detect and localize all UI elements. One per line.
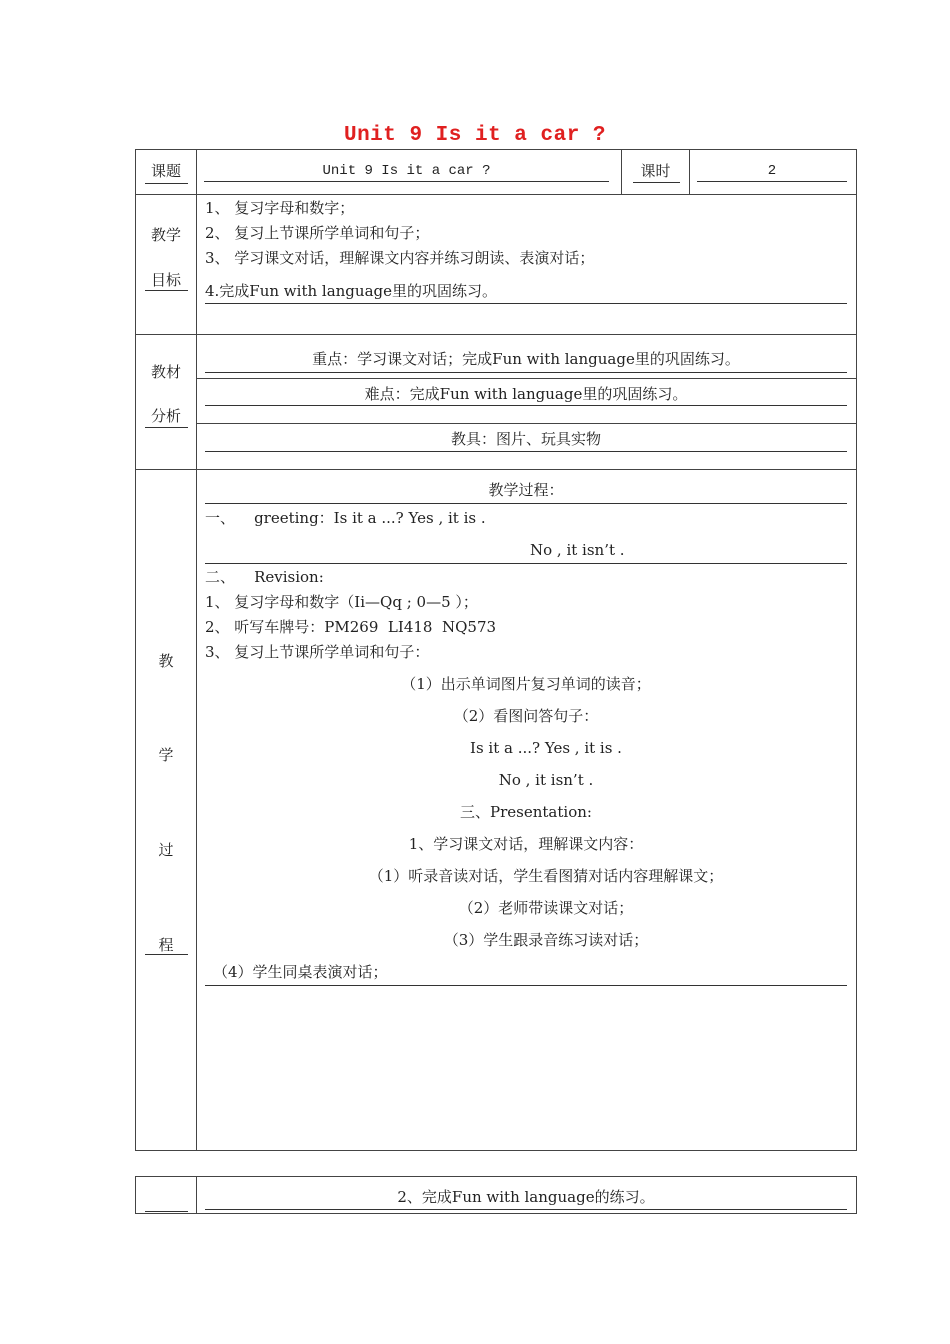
underline	[205, 1209, 847, 1210]
sub-step: （1）出示单词图片复习单词的读音；	[401, 675, 651, 693]
qa-yes: Is it a ...? Yes , it is .	[470, 739, 622, 757]
column-divider	[196, 149, 197, 1151]
objectives-label-1: 教学	[150, 226, 181, 244]
underline	[205, 303, 847, 304]
underline	[205, 985, 847, 986]
period-value: 2	[767, 163, 777, 179]
objective-item: 4.完成Fun with language里的巩固练习。	[205, 282, 497, 300]
document-title: Unit 9 Is it a car ?	[343, 124, 607, 147]
process-label-char: 教	[158, 652, 174, 670]
presentation-heading: 三、Presentation:	[460, 803, 592, 821]
underline	[204, 181, 609, 182]
subject-value: Unit 9 Is it a car ?	[322, 163, 491, 179]
underline	[205, 563, 847, 564]
presentation-step: （3）学生跟录音练习读对话；	[443, 931, 649, 949]
difficult-point: 难点：完成Fun with language里的巩固练习。	[364, 385, 688, 403]
objectives-label-2: 目标	[150, 271, 181, 289]
underline	[633, 182, 680, 183]
greeting-no-line: No , it isn’t .	[530, 541, 625, 559]
underline	[145, 183, 188, 184]
revision-heading: 二、 Revision:	[205, 568, 324, 586]
underline	[205, 451, 847, 452]
analysis-label-2: 分析	[150, 407, 181, 425]
underline	[697, 181, 847, 182]
presentation-item: 1、学习课文对话，理解课文内容：	[408, 835, 644, 853]
underline	[205, 405, 847, 406]
row-divider	[135, 334, 857, 335]
analysis-label-1: 教材	[150, 363, 181, 381]
row-divider	[135, 469, 857, 470]
underline	[145, 290, 188, 291]
underline	[145, 427, 188, 428]
revision-item: 3、 复习上节课所学单词和句子：	[205, 643, 430, 661]
objective-item: 3、 学习课文对话，理解课文内容并练习朗读、表演对话；	[205, 249, 595, 267]
sub-step: （2）看图问答句子：	[453, 707, 599, 725]
key-point: 重点：学习课文对话；完成Fun with language里的巩固练习。	[312, 350, 740, 368]
row-divider	[196, 423, 857, 424]
qa-no: No , it isn’t .	[498, 771, 594, 789]
underline	[145, 954, 188, 955]
teaching-aids: 教具：图片、玩具实物	[450, 430, 601, 448]
underline	[205, 503, 847, 504]
continuation-item: 2、完成Fun with language的练习。	[397, 1188, 655, 1206]
underline	[145, 1211, 188, 1212]
underline	[205, 372, 847, 373]
header-divider	[689, 149, 690, 194]
revision-item: 2、 听写车牌号：PM269 LI418 NQ573	[205, 618, 497, 636]
row-divider	[196, 378, 857, 379]
presentation-step: （1）听录音读对话，学生看图猜对话内容理解课文；	[368, 867, 724, 885]
row-divider	[135, 194, 857, 195]
objective-item: 1、 复习字母和数字；	[205, 199, 355, 217]
process-label-char: 学	[158, 746, 174, 764]
process-heading: 教学过程：	[488, 481, 564, 499]
period-label: 课时	[640, 162, 671, 180]
revision-item: 1、 复习字母和数字（Ii—Qq ; 0—5 ）；	[205, 593, 478, 611]
subject-label: 课题	[150, 162, 181, 180]
process-label-char: 程	[158, 936, 174, 954]
greeting-line: 一、 greeting：Is it a ...? Yes , it is .	[205, 509, 486, 527]
objective-item: 2、 复习上节课所学单词和句子；	[205, 224, 430, 242]
process-label-char: 过	[158, 841, 174, 859]
presentation-step: （2）老师带读课文对话；	[458, 899, 634, 917]
presentation-step: （4）学生同桌表演对话；	[213, 963, 388, 981]
column-divider	[196, 1176, 197, 1214]
